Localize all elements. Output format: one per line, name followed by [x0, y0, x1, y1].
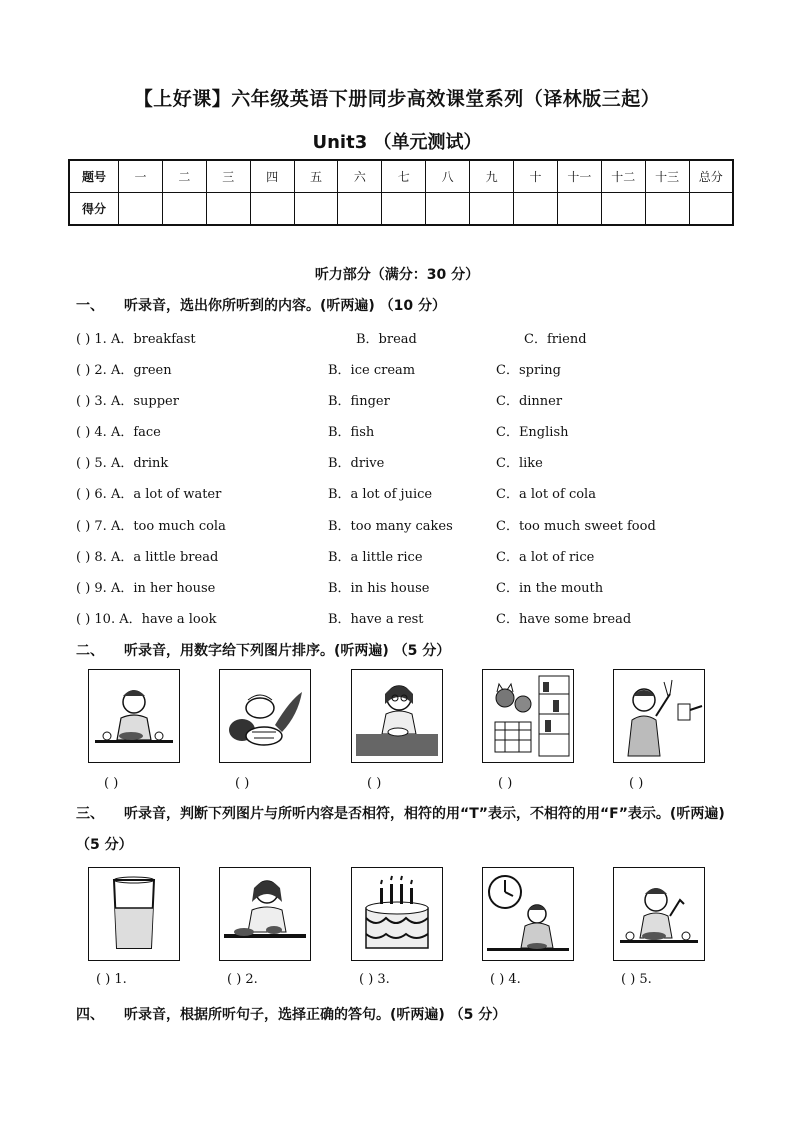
section1-heading [76, 295, 446, 315]
boy-eating-icon [88, 669, 180, 763]
score-cell[interactable] [206, 193, 250, 226]
section4-instruction: 听录音，根据所听句子，选择正确的答句。(听两遍) （5 分） [124, 1007, 507, 1023]
answer-blank[interactable]: ( ) [629, 776, 644, 791]
score-cell[interactable] [338, 193, 382, 226]
score-col: 十一 [557, 160, 601, 193]
score-cell[interactable] [294, 193, 338, 226]
question-stem: ( ) 6. A．a lot of water [76, 487, 222, 502]
option-b: B．drive [328, 456, 385, 471]
answer-blank[interactable]: ( ) [498, 776, 513, 791]
option-c: C．a lot of cola [496, 487, 596, 502]
option-b: B．finger [328, 394, 390, 409]
section3-heading [76, 799, 736, 861]
option-c: C．in the mouth [496, 581, 604, 596]
glass-of-water-icon [88, 867, 180, 961]
vegetables-bread-icon [219, 669, 311, 763]
option-c: C．dinner [496, 394, 563, 409]
boy-refusing-drink-icon [613, 669, 705, 763]
score-col: 五 [294, 160, 338, 193]
question-stem: ( ) 2. A．green [76, 363, 172, 378]
score-cell[interactable] [426, 193, 470, 226]
option-c: C．a lot of rice [496, 550, 595, 565]
section3-instruction: 听录音，判断下列图片与所听内容是否相符，相符的用“T”表示，不相符的用“F”表示。(听两遍) （5 分） [76, 806, 725, 853]
score-col: 十三 [645, 160, 689, 193]
score-cell[interactable] [645, 193, 689, 226]
question-stem: ( ) 10. A．have a look [76, 612, 217, 627]
section4-number: 四、 [76, 1007, 104, 1023]
birthday-cake-icon [351, 867, 443, 961]
option-b: B．ice cream [328, 363, 416, 378]
score-col: 十二 [601, 160, 645, 193]
score-cell[interactable] [119, 193, 163, 226]
score-table-score-row [69, 193, 733, 226]
score-col: 三 [206, 160, 250, 193]
option-c: C．like [496, 456, 543, 471]
score-col: 十 [514, 160, 558, 193]
score-row2-label: 得分 [69, 193, 119, 226]
girl-at-table-icon [219, 867, 311, 961]
boy-eating-icon [613, 867, 705, 961]
score-row1-label: 题号 [69, 160, 119, 193]
answer-blank[interactable]: ( ) [235, 776, 250, 791]
score-col: 总分 [689, 160, 733, 193]
option-b: B．bread [356, 332, 417, 347]
option-c: C．spring [496, 363, 562, 378]
boy-clock-icon [482, 867, 574, 961]
section2-heading [76, 640, 450, 660]
score-col: 七 [382, 160, 426, 193]
answer-blank[interactable]: ( ) 1. [96, 972, 127, 987]
section2-number: 二、 [76, 643, 104, 659]
answer-blank[interactable]: ( ) 5. [621, 972, 652, 987]
listening-heading: 听力部分（满分：30 分） [314, 267, 480, 283]
score-cell[interactable] [601, 193, 645, 226]
score-col: 四 [250, 160, 294, 193]
question-stem: ( ) 4. A．face [76, 425, 161, 440]
score-table [68, 159, 734, 226]
page-title: 【上好课】六年级英语下册同步高效课堂系列（译林版三起） [133, 88, 661, 110]
score-cell[interactable] [250, 193, 294, 226]
question-stem: ( ) 7. A．too much cola [76, 519, 226, 534]
score-cell[interactable] [382, 193, 426, 226]
question-stem: ( ) 1. A．breakfast [76, 332, 196, 347]
answer-blank[interactable]: ( ) [104, 776, 119, 791]
question-stem: ( ) 8. A．a little bread [76, 550, 219, 565]
answer-blank[interactable]: ( ) 3. [359, 972, 390, 987]
score-col: 八 [426, 160, 470, 193]
section2-instruction: 听录音，用数字给下列图片排序。(听两遍) （5 分） [124, 643, 451, 659]
score-cell[interactable] [689, 193, 733, 226]
section1-instruction: 听录音，选出你所听到的内容。(听两遍) （10 分） [124, 298, 447, 314]
answer-blank[interactable]: ( ) 2. [227, 972, 258, 987]
answer-blank[interactable]: ( ) [367, 776, 382, 791]
score-col: 九 [470, 160, 514, 193]
option-c: C．friend [524, 332, 587, 347]
section1-number: 一、 [76, 298, 104, 314]
question-stem: ( ) 9. A．in her house [76, 581, 216, 596]
score-cell[interactable] [514, 193, 558, 226]
score-col: 一 [119, 160, 163, 193]
answer-blank[interactable]: ( ) 4. [490, 972, 521, 987]
page-subtitle: Unit3 （单元测试） [312, 132, 482, 153]
option-b: B．in his house [328, 581, 430, 596]
option-b: B．too many cakes [328, 519, 453, 534]
question-stem: ( ) 3. A．supper [76, 394, 179, 409]
option-b: B．a little rice [328, 550, 423, 565]
score-cell[interactable] [470, 193, 514, 226]
option-c: C．have some bread [496, 612, 632, 627]
question-stem: ( ) 5. A．drink [76, 456, 169, 471]
option-b: B．a lot of juice [328, 487, 433, 502]
cat-shopping-icon [482, 669, 574, 763]
score-cell[interactable] [162, 193, 206, 226]
option-b: B．fish [328, 425, 375, 440]
option-b: B．have a rest [328, 612, 424, 627]
score-col: 六 [338, 160, 382, 193]
score-col: 二 [162, 160, 206, 193]
girl-eating-soup-icon [351, 669, 443, 763]
section4-heading [76, 1004, 506, 1024]
score-table-header-row [69, 160, 733, 193]
option-c: C．English [496, 425, 569, 440]
option-c: C．too much sweet food [496, 519, 656, 534]
score-cell[interactable] [557, 193, 601, 226]
section3-number: 三、 [76, 806, 104, 822]
